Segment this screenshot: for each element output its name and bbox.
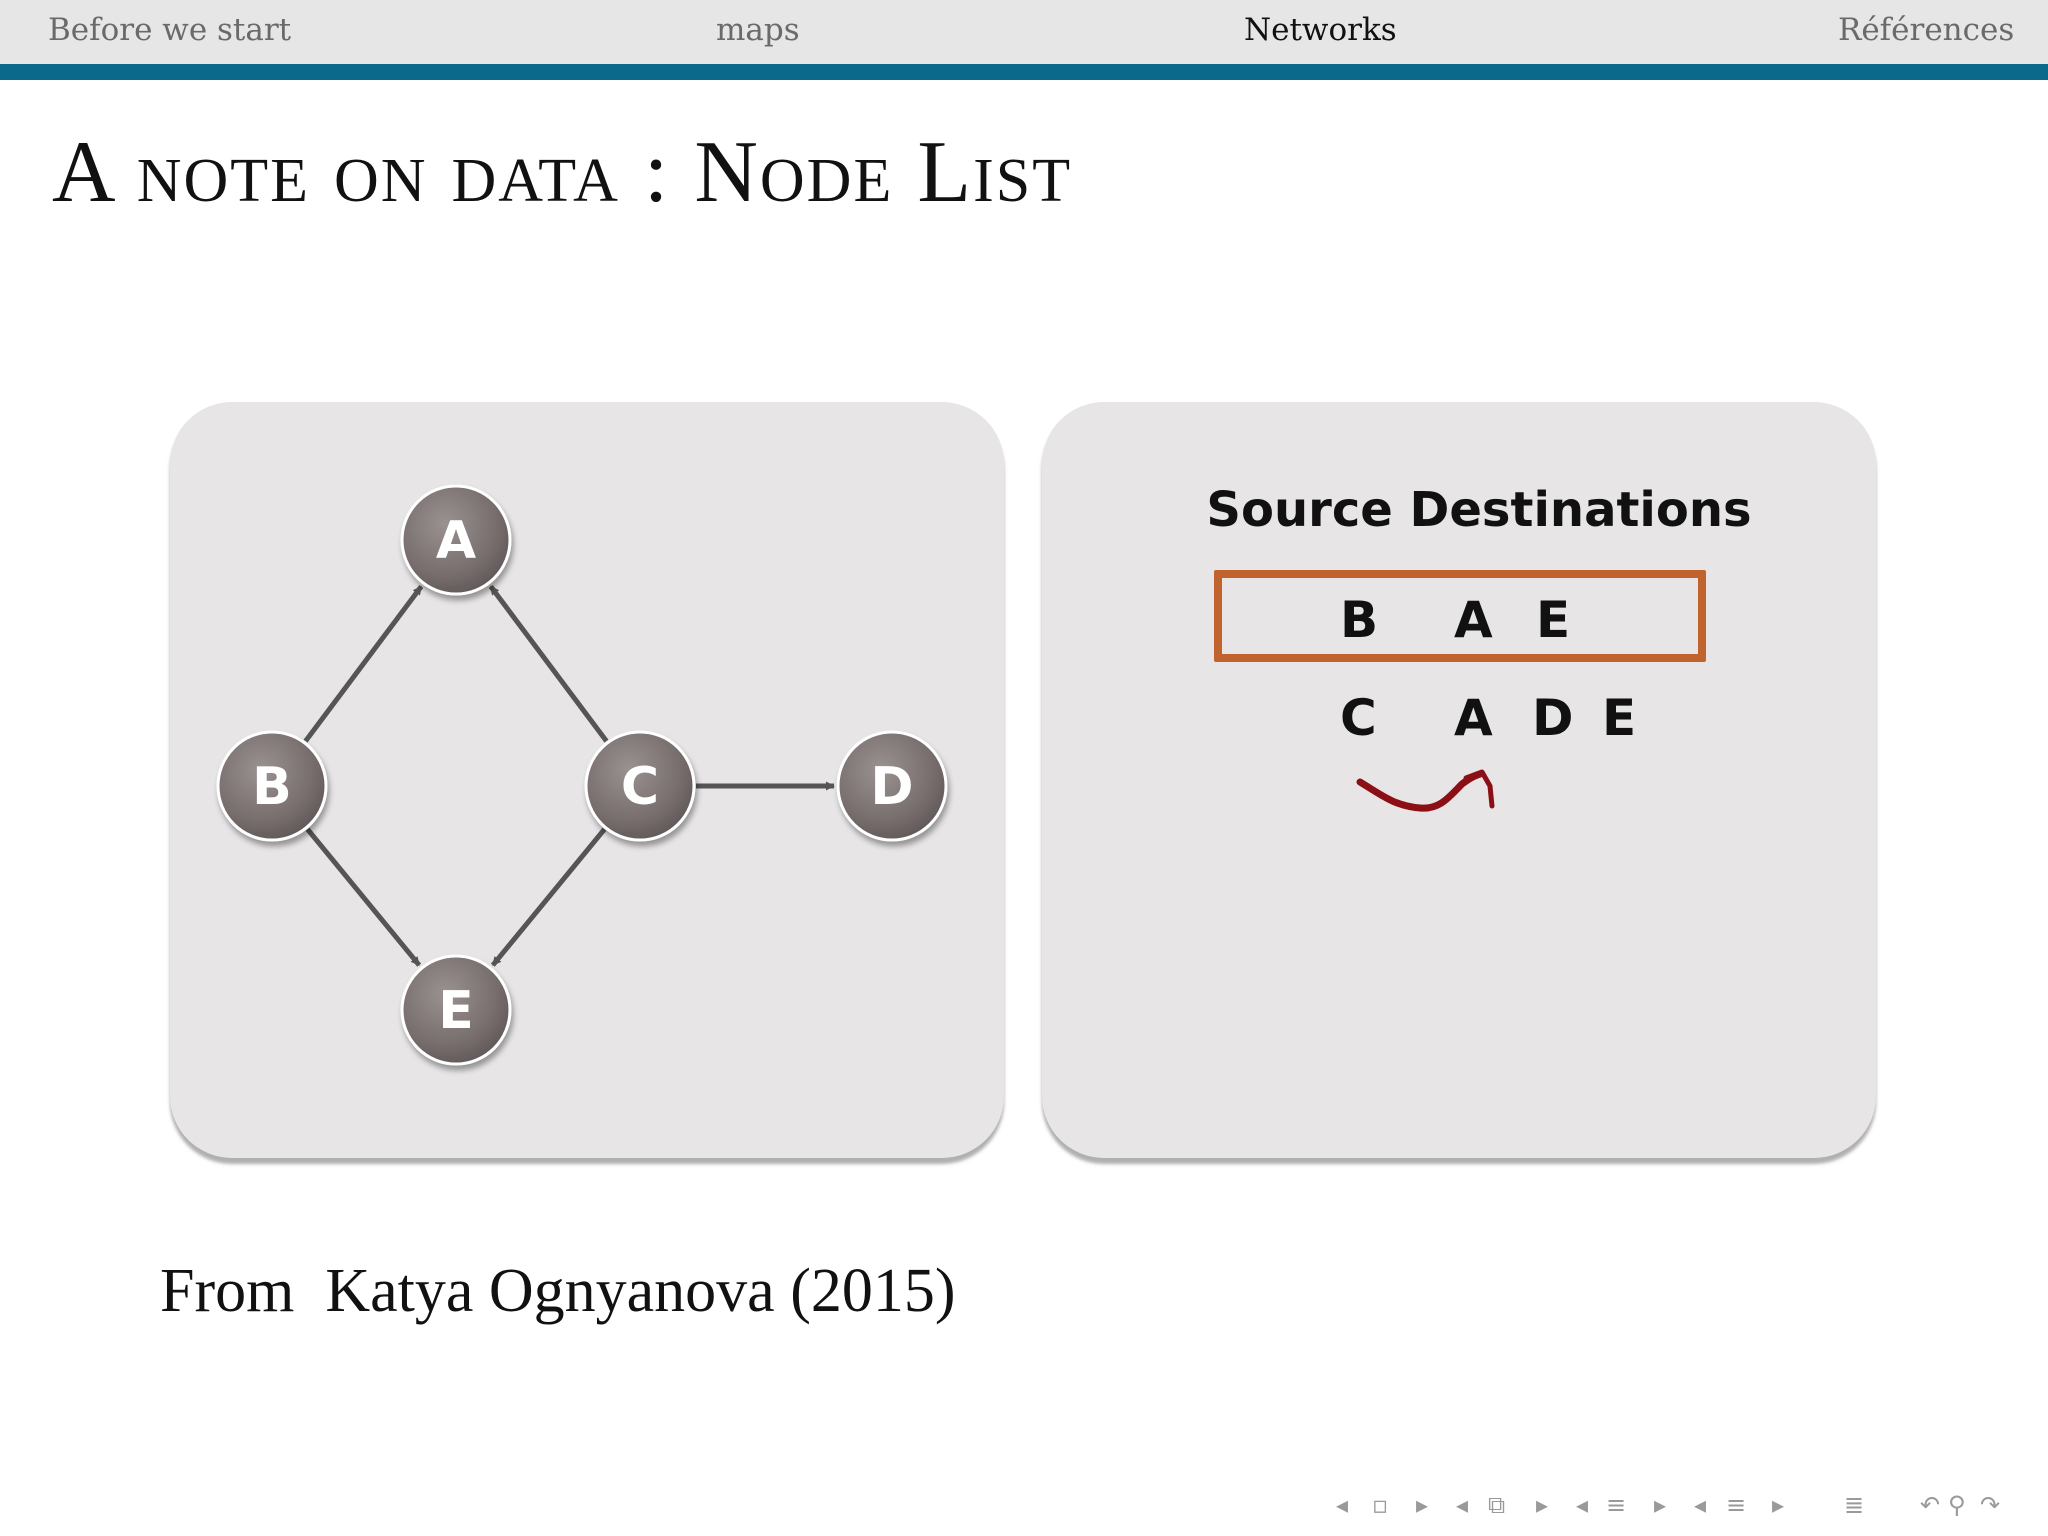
subsection-icon[interactable]: ⧉ <box>1488 1491 1506 1519</box>
node-label: D <box>870 757 914 817</box>
row-destination: A <box>1454 591 1493 649</box>
row-source: B <box>1340 591 1379 649</box>
edge-b-a <box>306 586 422 741</box>
nav-left-icon[interactable]: ◂ <box>1576 1491 1589 1519</box>
node-b <box>218 732 326 840</box>
row-source: C <box>1340 689 1377 747</box>
slide-title: A note on data : Node List <box>52 124 1073 221</box>
frame-icon[interactable]: ▫ <box>1372 1491 1389 1519</box>
graph-panel <box>170 402 1004 1158</box>
node-list-header: Source Destinations <box>1206 482 1752 538</box>
nav-item-references[interactable]: Références <box>1838 12 2015 48</box>
section-icon[interactable]: ≡ <box>1606 1491 1627 1519</box>
node-label: B <box>252 757 292 817</box>
beamer-nav-controls <box>1336 1488 2036 1522</box>
nav-left-icon[interactable]: ◂ <box>1694 1491 1707 1519</box>
node-label: A <box>435 511 477 571</box>
edge-c-a <box>491 586 607 741</box>
nav-right-icon[interactable]: ▸ <box>1416 1491 1429 1519</box>
search-icon[interactable]: ⚲ <box>1948 1491 1966 1519</box>
navbar-accent-bar <box>0 64 2048 80</box>
nav-right-icon[interactable]: ▸ <box>1536 1491 1549 1519</box>
source-caption: From Katya Ognyanova (2015) <box>160 1257 956 1325</box>
row-destination: E <box>1602 689 1637 747</box>
node-d <box>838 732 946 840</box>
row-destination: E <box>1536 591 1571 649</box>
node-list-row <box>1042 688 1916 748</box>
top-navbar <box>0 0 2048 64</box>
nav-item-networks[interactable]: Networks <box>1244 12 1397 48</box>
section-icon[interactable]: ≡ <box>1726 1491 1747 1519</box>
row-destination: A <box>1454 689 1493 747</box>
node-list-panel <box>1042 402 1876 1158</box>
node-e <box>402 956 510 1064</box>
nav-item-before-we-start[interactable]: Before we start <box>48 12 292 48</box>
nav-right-icon[interactable]: ▸ <box>1772 1491 1785 1519</box>
edge-b-e <box>308 829 420 965</box>
node-a <box>402 486 510 594</box>
row-destination: D <box>1532 689 1574 747</box>
node-label: C <box>620 757 660 817</box>
node-label: E <box>438 981 474 1041</box>
toc-icon[interactable]: ≣ <box>1844 1491 1865 1519</box>
edge-c-e <box>493 829 605 965</box>
forward-icon[interactable]: ↷ <box>1980 1491 2001 1519</box>
nav-left-icon[interactable]: ◂ <box>1336 1491 1349 1519</box>
nav-right-icon[interactable]: ▸ <box>1654 1491 1667 1519</box>
nav-left-icon[interactable]: ◂ <box>1456 1491 1469 1519</box>
back-icon[interactable]: ↶ <box>1920 1491 1941 1519</box>
nav-item-maps[interactable]: maps <box>716 12 800 48</box>
network-graph <box>170 402 1004 1158</box>
node-list-row <box>1042 590 1916 650</box>
node-c <box>586 732 694 840</box>
